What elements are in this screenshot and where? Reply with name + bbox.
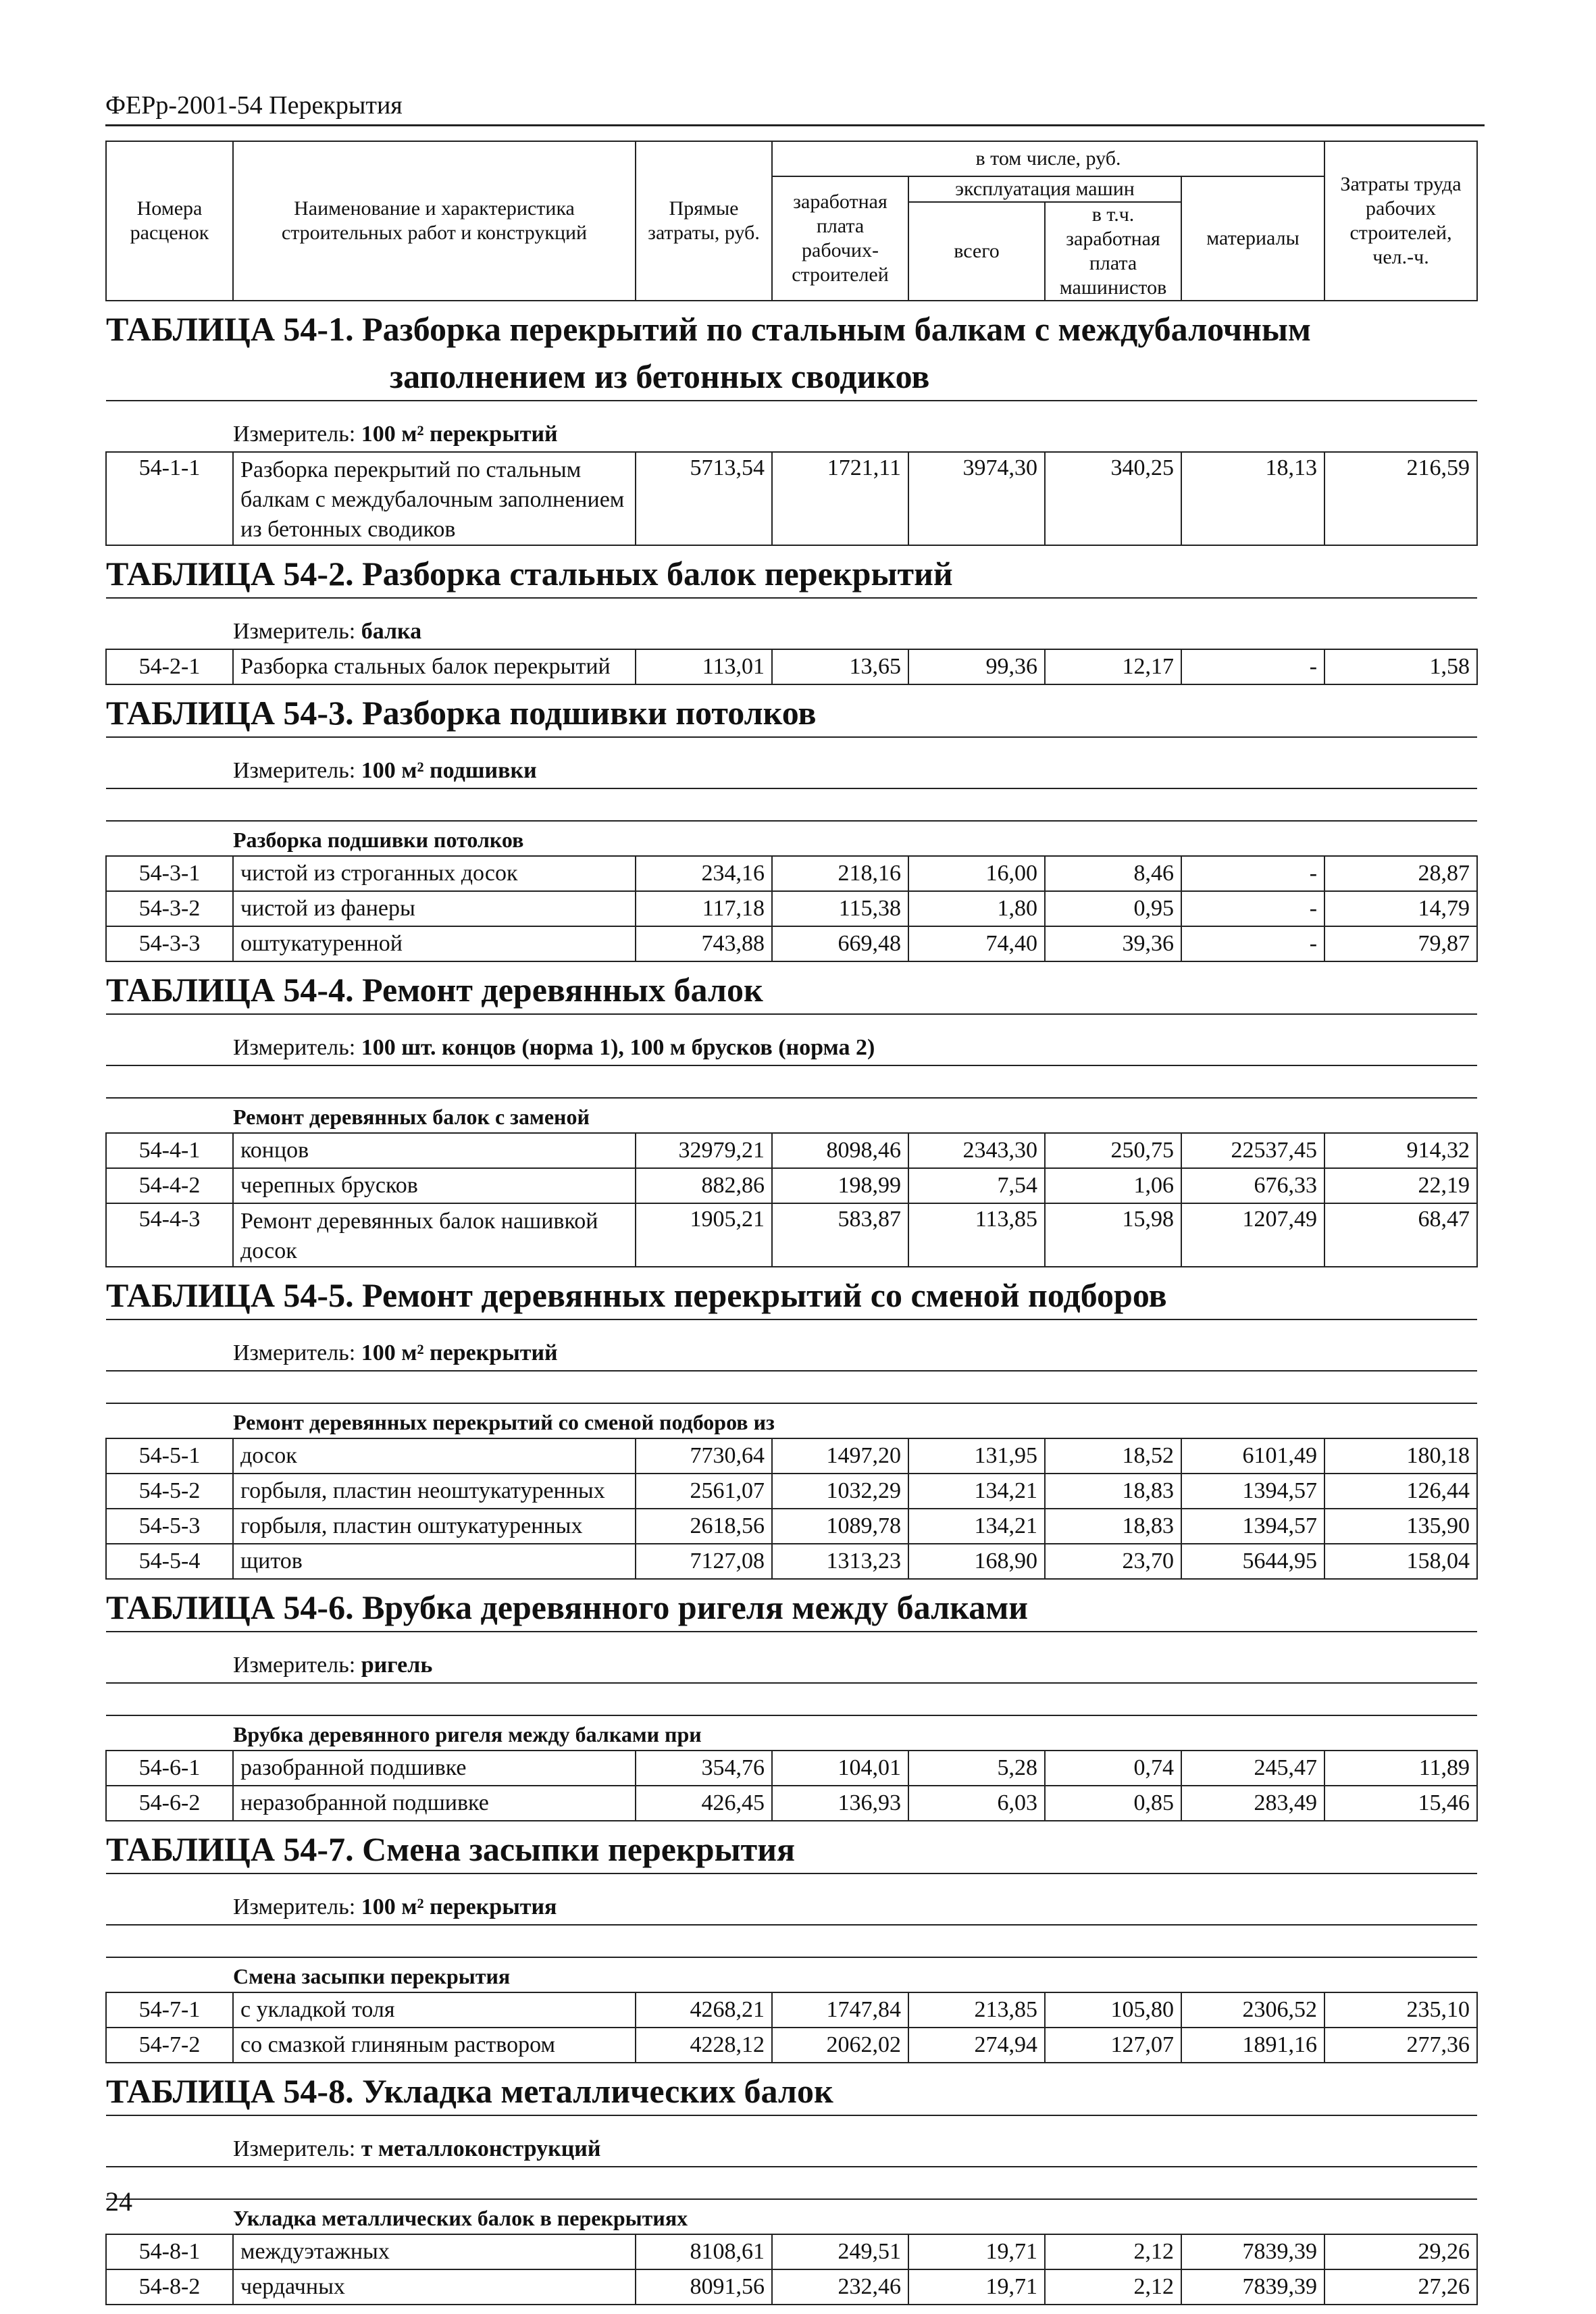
cell-mach-wages: 2,12 [1045, 2234, 1181, 2269]
row-code: 54-2-1 [106, 649, 233, 684]
cell-wages: 8098,46 [772, 1133, 908, 1168]
subtitle: Смена засыпки перекрытия [106, 1957, 1477, 1992]
cell-materials: 7839,39 [1181, 2234, 1324, 2269]
table-title [106, 684, 1477, 737]
cell-wages: 1721,11 [772, 452, 908, 545]
cell-labor: 68,47 [1324, 1203, 1477, 1267]
page-header [105, 86, 1485, 126]
col-incl: в том числе, руб. [772, 141, 1324, 176]
spacer [106, 788, 1477, 821]
row-name: Ремонт деревянных балок нашивкой досок [233, 1203, 636, 1267]
col-machines: эксплуатация машин [908, 176, 1181, 202]
cell-wages: 136,93 [772, 1786, 908, 1821]
spacer [106, 1683, 1477, 1715]
cell-wages: 115,38 [772, 891, 908, 926]
table-row [106, 1786, 1477, 1821]
rates-table [105, 141, 1478, 2305]
cell-direct: 882,86 [636, 1168, 772, 1203]
measure-line [106, 737, 1477, 788]
table-row [106, 2028, 1477, 2063]
cell-labor: 216,59 [1324, 452, 1477, 545]
cell-mach-wages: 105,80 [1045, 1992, 1181, 2028]
cell-wages: 583,87 [772, 1203, 908, 1267]
cell-mach-wages: 0,85 [1045, 1786, 1181, 1821]
table-title [106, 545, 1477, 598]
row-code: 54-5-4 [106, 1544, 233, 1579]
cell-mach-wages: 0,74 [1045, 1751, 1181, 1786]
cell-mach-wages: 18,83 [1045, 1509, 1181, 1544]
measure-label: Измеритель: [233, 2136, 356, 2161]
subtitle: Укладка металлических балок в перекрытиях [106, 2199, 1477, 2234]
cell-direct: 8108,61 [636, 2234, 772, 2269]
row-name: оштукатуренной [233, 926, 636, 961]
cell-mach-total: 74,40 [908, 926, 1045, 961]
subtitle: Врубка деревянного ригеля между балками при [106, 1715, 1477, 1751]
cell-materials: - [1181, 926, 1324, 961]
measure-unit: 100 м² перекрытия [361, 1894, 557, 1919]
cell-direct: 7730,64 [636, 1438, 772, 1474]
cell-materials: 283,49 [1181, 1786, 1324, 1821]
table-row [106, 452, 1477, 545]
row-code: 54-6-2 [106, 1786, 233, 1821]
cell-mach-total: 2343,30 [908, 1133, 1045, 1168]
cell-wages: 1089,78 [772, 1509, 908, 1544]
row-code: 54-3-1 [106, 856, 233, 891]
row-name: горбыля, пластин неоштукатуренных [233, 1474, 636, 1509]
table-row [106, 649, 1477, 684]
row-code: 54-4-2 [106, 1168, 233, 1203]
table-title [106, 1267, 1477, 1319]
cell-mach-wages: 1,06 [1045, 1168, 1181, 1203]
measure-unit: 100 м² подшивки [361, 758, 537, 783]
cell-mach-total: 3974,30 [908, 452, 1045, 545]
table-row [106, 891, 1477, 926]
cell-direct: 4228,12 [636, 2028, 772, 2063]
cell-mach-wages: 2,12 [1045, 2269, 1181, 2305]
table-row [106, 1133, 1477, 1168]
table-title-text: ТАБЛИЦА 54-1. Разборка перекрытий по стальным балкам с междубалочным [106, 310, 1311, 348]
cell-direct: 5713,54 [636, 452, 772, 545]
cell-labor: 126,44 [1324, 1474, 1477, 1509]
cell-mach-wages: 23,70 [1045, 1544, 1181, 1579]
row-name: междуэтажных [233, 2234, 636, 2269]
cell-direct: 2618,56 [636, 1509, 772, 1544]
measure-unit: ригель [361, 1653, 433, 1678]
col-mach-wages: в т.ч. заработная плата машинистов [1045, 202, 1181, 301]
cell-direct: 426,45 [636, 1786, 772, 1821]
cell-mach-wages: 12,17 [1045, 649, 1181, 684]
cell-mach-total: 99,36 [908, 649, 1045, 684]
table-body [106, 301, 1477, 2305]
row-code: 54-8-1 [106, 2234, 233, 2269]
cell-wages: 1313,23 [772, 1544, 908, 1579]
measure-unit: 100 м² перекрытий [361, 422, 558, 447]
row-name: досок [233, 1438, 636, 1474]
measure-unit: балка [361, 619, 422, 644]
col-mach-total: всего [908, 202, 1045, 301]
cell-labor: 79,87 [1324, 926, 1477, 961]
row-name: с укладкой толя [233, 1992, 636, 2028]
measure-label: Измеритель: [233, 1340, 356, 1365]
row-name: чистой из строганных досок [233, 856, 636, 891]
measure-label: Измеритель: [233, 619, 356, 644]
cell-direct: 234,16 [636, 856, 772, 891]
cell-mach-wages: 18,83 [1045, 1474, 1181, 1509]
cell-mach-total: 168,90 [908, 1544, 1045, 1579]
col-name: Наименование и характеристика строительных работ и конструкций [233, 141, 636, 301]
spacer [106, 1925, 1477, 1957]
cell-mach-wages: 127,07 [1045, 2028, 1181, 2063]
cell-direct: 8091,56 [636, 2269, 772, 2305]
row-code: 54-7-2 [106, 2028, 233, 2063]
cell-direct: 117,18 [636, 891, 772, 926]
cell-wages: 218,16 [772, 856, 908, 891]
cell-materials: - [1181, 649, 1324, 684]
cell-mach-total: 134,21 [908, 1509, 1045, 1544]
cell-labor: 28,87 [1324, 856, 1477, 891]
row-name: черепных брусков [233, 1168, 636, 1203]
cell-wages: 1032,29 [772, 1474, 908, 1509]
row-name: Разборка стальных балок перекрытий [233, 649, 636, 684]
measure-line [106, 598, 1477, 649]
cell-materials: 1207,49 [1181, 1203, 1324, 1267]
table-row [106, 1438, 1477, 1474]
cell-materials: 18,13 [1181, 452, 1324, 545]
col-materials: материалы [1181, 176, 1324, 301]
cell-mach-total: 5,28 [908, 1751, 1045, 1786]
table-title-text: ТАБЛИЦА 54-3. Разборка подшивки потолков [106, 694, 817, 732]
subtitle: Ремонт деревянных перекрытий со сменой подборов из [106, 1403, 1477, 1438]
measure-unit: 100 м² перекрытий [361, 1340, 558, 1365]
cell-direct: 743,88 [636, 926, 772, 961]
measure-line [106, 1632, 1477, 1683]
table-title [106, 1821, 1477, 1873]
col-labor: Затраты труда рабочих строителей, чел.-ч. [1324, 141, 1477, 301]
row-code: 54-5-1 [106, 1438, 233, 1474]
table-title-text: ТАБЛИЦА 54-8. Укладка металлических балок [106, 2072, 833, 2110]
table-row [106, 1474, 1477, 1509]
cell-materials: 1394,57 [1181, 1509, 1324, 1544]
table-title-text: ТАБЛИЦА 54-4. Ремонт деревянных балок [106, 971, 763, 1009]
cell-wages: 104,01 [772, 1751, 908, 1786]
cell-direct: 1905,21 [636, 1203, 772, 1267]
cell-labor: 11,89 [1324, 1751, 1477, 1786]
cell-labor: 27,26 [1324, 2269, 1477, 2305]
subtitle: Разборка подшивки потолков [106, 821, 1477, 856]
table-row [106, 2234, 1477, 2269]
table-row [106, 1992, 1477, 2028]
row-code: 54-5-3 [106, 1509, 233, 1544]
row-name: неразобранной подшивке [233, 1786, 636, 1821]
table-title [106, 961, 1477, 1014]
cell-mach-wages: 18,52 [1045, 1438, 1181, 1474]
table-title-text: ТАБЛИЦА 54-5. Ремонт деревянных перекрытий со сменой подборов [106, 1276, 1167, 1314]
row-name: чистой из фанеры [233, 891, 636, 926]
measure-line [106, 1014, 1477, 1065]
measure-line [106, 1319, 1477, 1371]
table-title-text: ТАБЛИЦА 54-7. Смена засыпки перекрытия [106, 1830, 796, 1868]
cell-wages: 1747,84 [772, 1992, 908, 2028]
table-row [106, 1751, 1477, 1786]
cell-materials: - [1181, 856, 1324, 891]
cell-wages: 232,46 [772, 2269, 908, 2305]
row-code: 54-6-1 [106, 1751, 233, 1786]
table-row [106, 1544, 1477, 1579]
measure-label: Измеритель: [233, 1894, 356, 1919]
row-code: 54-5-2 [106, 1474, 233, 1509]
cell-mach-wages: 0,95 [1045, 891, 1181, 926]
cell-mach-wages: 340,25 [1045, 452, 1181, 545]
col-wages: заработная плата рабочих-строителей [772, 176, 908, 301]
cell-direct: 2561,07 [636, 1474, 772, 1509]
cell-labor: 15,46 [1324, 1786, 1477, 1821]
table-header [106, 141, 1477, 301]
cell-direct: 7127,08 [636, 1544, 772, 1579]
cell-labor: 235,10 [1324, 1992, 1477, 2028]
cell-labor: 158,04 [1324, 1544, 1477, 1579]
table-title-continuation: заполнением из бетонных сводиков [390, 357, 930, 395]
spacer [106, 1371, 1477, 1403]
cell-materials: 245,47 [1181, 1751, 1324, 1786]
table-title [106, 1579, 1477, 1632]
cell-materials: 1891,16 [1181, 2028, 1324, 2063]
cell-labor: 29,26 [1324, 2234, 1477, 2269]
cell-labor: 135,90 [1324, 1509, 1477, 1544]
row-name: со смазкой глиняным раствором [233, 2028, 636, 2063]
row-code: 54-3-3 [106, 926, 233, 961]
cell-mach-wages: 39,36 [1045, 926, 1181, 961]
cell-labor: 277,36 [1324, 2028, 1477, 2063]
col-direct: Прямые затраты, руб. [636, 141, 772, 301]
measure-line [106, 401, 1477, 452]
measure-label: Измеритель: [233, 1653, 356, 1678]
cell-materials: 7839,39 [1181, 2269, 1324, 2305]
cell-mach-total: 131,95 [908, 1438, 1045, 1474]
cell-wages: 13,65 [772, 649, 908, 684]
cell-direct: 4268,21 [636, 1992, 772, 2028]
spacer [106, 2167, 1477, 2199]
cell-materials: - [1181, 891, 1324, 926]
measure-label: Измеритель: [233, 422, 356, 447]
cell-mach-total: 19,71 [908, 2269, 1045, 2305]
row-name: разобранной подшивке [233, 1751, 636, 1786]
cell-mach-total: 6,03 [908, 1786, 1045, 1821]
row-name: чердачных [233, 2269, 636, 2305]
measure-unit: 100 шт. концов (норма 1), 100 м брусков (норма 2) [361, 1035, 875, 1060]
cell-mach-total: 274,94 [908, 2028, 1045, 2063]
cell-labor: 14,79 [1324, 891, 1477, 926]
cell-mach-total: 1,80 [908, 891, 1045, 926]
cell-direct: 32979,21 [636, 1133, 772, 1168]
cell-wages: 198,99 [772, 1168, 908, 1203]
cell-materials: 676,33 [1181, 1168, 1324, 1203]
subtitle: Ремонт деревянных балок с заменой [106, 1098, 1477, 1133]
cell-mach-total: 16,00 [908, 856, 1045, 891]
table-row [106, 1509, 1477, 1544]
table-row [106, 856, 1477, 891]
cell-mach-total: 113,85 [908, 1203, 1045, 1267]
row-code: 54-3-2 [106, 891, 233, 926]
row-name: концов [233, 1133, 636, 1168]
cell-mach-total: 213,85 [908, 1992, 1045, 2028]
table-title [106, 2063, 1477, 2115]
cell-direct: 354,76 [636, 1751, 772, 1786]
cell-materials: 6101,49 [1181, 1438, 1324, 1474]
row-name: горбыля, пластин оштукатуренных [233, 1509, 636, 1544]
measure-label: Измеритель: [233, 758, 356, 783]
cell-materials: 2306,52 [1181, 1992, 1324, 2028]
row-name: щитов [233, 1544, 636, 1579]
table-row [106, 1203, 1477, 1267]
row-code: 54-1-1 [106, 452, 233, 545]
measure-line [106, 1873, 1477, 1925]
measure-label: Измеритель: [233, 1035, 356, 1060]
table-row [106, 1168, 1477, 1203]
cell-labor: 22,19 [1324, 1168, 1477, 1203]
cell-materials: 1394,57 [1181, 1474, 1324, 1509]
row-name: Разборка перекрытий по стальным балкам с междубалочным заполнением из бетонных сводиков [233, 452, 636, 545]
table-row [106, 2269, 1477, 2305]
table-row [106, 926, 1477, 961]
row-code: 54-4-3 [106, 1203, 233, 1267]
cell-mach-wages: 15,98 [1045, 1203, 1181, 1267]
cell-mach-total: 7,54 [908, 1168, 1045, 1203]
row-code: 54-7-1 [106, 1992, 233, 2028]
measure-unit: т металлоконструкций [361, 2136, 601, 2161]
col-codes: Номера расценок [106, 141, 233, 301]
cell-mach-total: 19,71 [908, 2234, 1045, 2269]
cell-mach-wages: 250,75 [1045, 1133, 1181, 1168]
cell-mach-wages: 8,46 [1045, 856, 1181, 891]
cell-wages: 669,48 [772, 926, 908, 961]
cell-materials: 22537,45 [1181, 1133, 1324, 1168]
row-code: 54-4-1 [106, 1133, 233, 1168]
cell-labor: 1,58 [1324, 649, 1477, 684]
document-title: ФЕРр-2001-54 Перекрытия [105, 91, 403, 120]
cell-direct: 113,01 [636, 649, 772, 684]
cell-wages: 1497,20 [772, 1438, 908, 1474]
cell-labor: 914,32 [1324, 1133, 1477, 1168]
table-title [106, 301, 1477, 401]
table-title-text: ТАБЛИЦА 54-6. Врубка деревянного ригеля между балками [106, 1588, 1029, 1626]
cell-materials: 5644,95 [1181, 1544, 1324, 1579]
page-number: 24 [105, 2186, 132, 2217]
row-code: 54-8-2 [106, 2269, 233, 2305]
cell-wages: 2062,02 [772, 2028, 908, 2063]
cell-wages: 249,51 [772, 2234, 908, 2269]
cell-mach-total: 134,21 [908, 1474, 1045, 1509]
spacer [106, 1065, 1477, 1098]
measure-line [106, 2115, 1477, 2167]
table-title-text: ТАБЛИЦА 54-2. Разборка стальных балок перекрытий [106, 555, 953, 593]
cell-labor: 180,18 [1324, 1438, 1477, 1474]
